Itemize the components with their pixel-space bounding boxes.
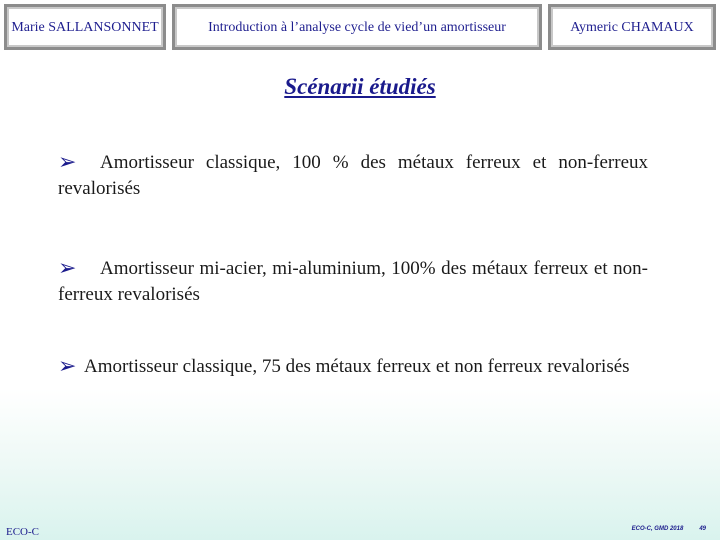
list-item <box>58 150 648 202</box>
header-author-left-text: Marie SALLANSONNET <box>11 19 159 35</box>
footer-course: ECO-C, GMD 2018 <box>631 526 684 532</box>
list-item <box>58 256 648 308</box>
footer-label: ECO-C <box>6 526 39 538</box>
header-author-left <box>4 4 166 50</box>
arrow-bullet-icon: ➢ <box>58 256 77 281</box>
header-presentation-title <box>172 4 542 50</box>
list-item-text: Amortisseur classique, 100 % des métaux ferreux et non-ferreux revalorisés <box>58 152 648 199</box>
list-item <box>58 354 648 380</box>
arrow-bullet-icon: ➢ <box>58 354 77 379</box>
arrow-bullet-icon: ➢ <box>58 150 77 175</box>
list-item-text: Amortisseur mi-acier, mi-aluminium, 100% des métaux ferreux et non-ferreux revalorisés <box>58 258 648 305</box>
footer-info <box>632 526 706 532</box>
header-presentation-title-text: Introduction à l’analyse cycle de vied’un amortisseur <box>208 19 506 35</box>
slide-title: Scénarii étudiés <box>284 74 436 99</box>
list-item-text: Amortisseur classique, 75 des métaux ferreux et non ferreux revalorisés <box>84 356 630 377</box>
header-author-right <box>548 4 716 50</box>
header-author-right-text: Aymeric CHAMAUX <box>570 19 694 35</box>
page-number: 49 <box>699 526 706 532</box>
